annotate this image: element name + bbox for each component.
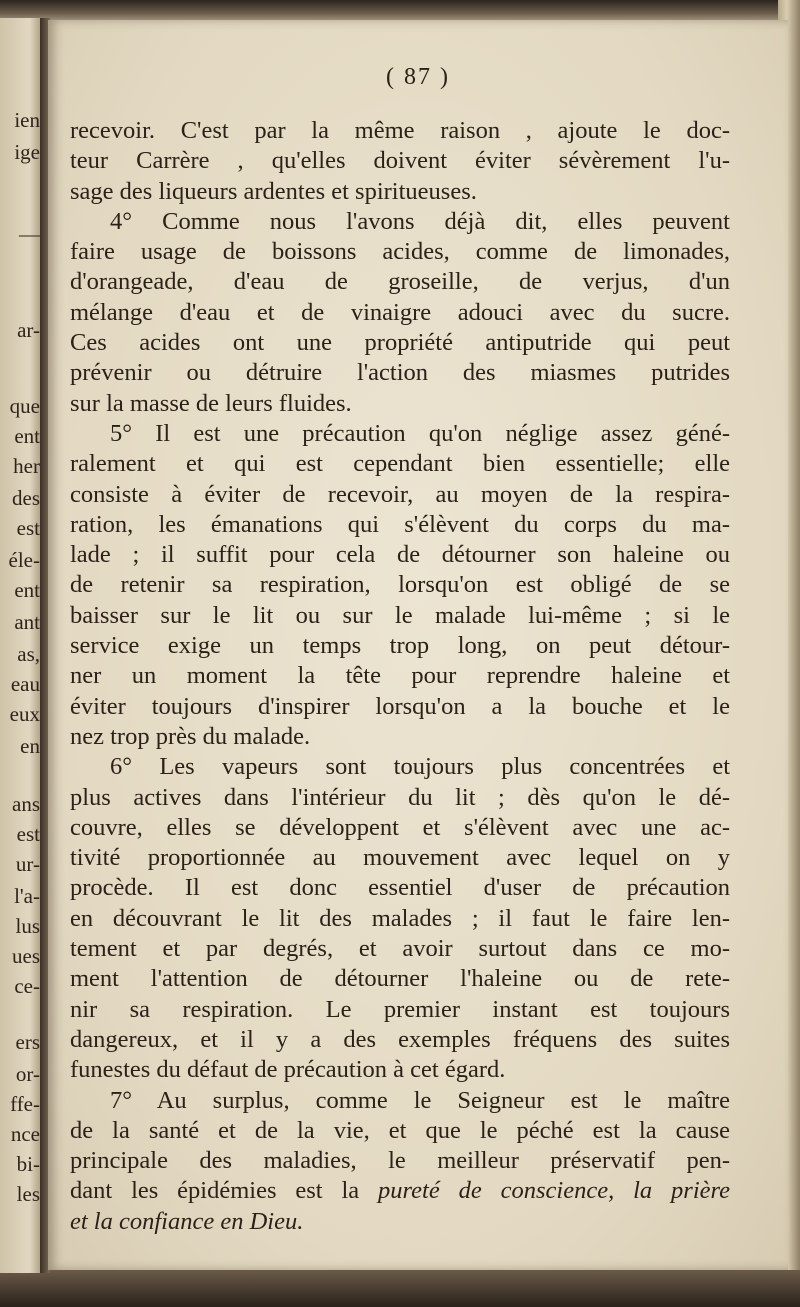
text-line: tement et par degrés, et avoir surtout dans ce mo- bbox=[70, 935, 730, 963]
text-line: lade ; il suffit pour cela de détourner son haleine ou bbox=[70, 541, 730, 569]
text-line: principale des maladies, le meilleur préservatif pen- bbox=[70, 1147, 730, 1175]
facing-page-fragment: — bbox=[19, 222, 40, 246]
facing-page-fragment: est bbox=[16, 822, 40, 846]
text-line: 5° Il est une précaution qu'on néglige assez géné- bbox=[110, 419, 730, 447]
facing-page-fragment: ant bbox=[14, 610, 40, 634]
text-line: éviter toujours d'inspirer lorsqu'on a la bouche et le bbox=[70, 692, 730, 720]
facing-page-edge bbox=[0, 18, 42, 1273]
book-top-edge bbox=[0, 0, 800, 22]
text-line: consiste à éviter de recevoir, au moyen de la respira- bbox=[70, 480, 730, 508]
text-line: service exige un temps trop long, on peut détour- bbox=[70, 632, 730, 660]
text-line: ration, les émanations qui s'élèvent du corps du ma- bbox=[70, 510, 730, 538]
text-run: dant les épidémies est la bbox=[70, 1177, 379, 1205]
text-line: mélange d'eau et de vinaigre adouci avec du sucre. bbox=[70, 298, 730, 326]
facing-page-fragment: ffe- bbox=[10, 1092, 40, 1116]
text-line: ner un moment la tête pour reprendre haleine et bbox=[70, 662, 730, 690]
text-line: baisser sur le lit ou sur le malade lui-même ; si le bbox=[70, 601, 730, 629]
text-line: plus actives dans l'intérieur du lit ; dès qu'on le dé- bbox=[70, 783, 730, 811]
text-line: d'orangeade, d'eau de groseille, de verjus, d'un bbox=[70, 268, 730, 296]
facing-page-fragment: ues bbox=[12, 944, 40, 968]
page-body-text bbox=[70, 116, 730, 1237]
text-line: de la santé et de la vie, et que le péché est la cause bbox=[70, 1116, 730, 1144]
facing-page-fragment: des bbox=[12, 486, 40, 510]
text-line: couvre, elles se développent et s'élèvent avec une ac- bbox=[70, 813, 730, 841]
facing-page-fragment: ige bbox=[14, 140, 40, 164]
facing-page-fragment: lus bbox=[15, 914, 40, 938]
text-line: de retenir sa respiration, lorsqu'on est obligé de se bbox=[70, 571, 730, 599]
facing-page-fragment: en bbox=[20, 734, 40, 758]
facing-page-fragment: eau bbox=[10, 672, 40, 696]
text-line: sage des liqueurs ardentes et spiritueuses. bbox=[70, 177, 477, 205]
text-line: 6° Les vapeurs sont toujours plus concentrées et bbox=[110, 753, 730, 781]
text-line: ralement et qui est cependant bien essentielle; elle bbox=[70, 450, 730, 478]
italic-text-line: et la confiance en Dieu. bbox=[70, 1207, 304, 1235]
facing-page-fragment: ers bbox=[15, 1030, 40, 1054]
text-line: nez trop près du malade. bbox=[70, 722, 311, 750]
text-line: ment l'attention de détourner l'haleine ou de rete- bbox=[70, 965, 730, 993]
facing-page-fragment: ent bbox=[14, 578, 40, 602]
text-line: 4° Comme nous l'avons déjà dit, elles peuvent bbox=[110, 207, 730, 235]
facing-page-fragment: l'a- bbox=[14, 884, 40, 908]
book-page bbox=[48, 20, 788, 1270]
text-line: recevoir. C'est par la même raison , ajoute le doc- bbox=[70, 117, 730, 144]
text-line: tivité proportionnée au mouvement avec lequel on y bbox=[70, 844, 730, 872]
facing-page-fragment: que bbox=[9, 394, 40, 418]
facing-page-fragment: ur- bbox=[15, 852, 40, 876]
facing-page-fragment: ce- bbox=[14, 974, 40, 998]
facing-page-fragment: nce bbox=[10, 1122, 40, 1146]
text-line: procède. Il est donc essentiel d'user de précaution bbox=[70, 874, 730, 902]
text-line: sur la masse de leurs fluides. bbox=[70, 389, 352, 417]
facing-page-fragment: ans bbox=[12, 792, 40, 816]
facing-page-fragment: est bbox=[16, 516, 40, 540]
facing-page-fragment: ien bbox=[14, 108, 40, 132]
facing-page-fragment: her bbox=[13, 454, 40, 478]
text-line: dangereux, et il y a des exemples fréquens des suites bbox=[70, 1025, 730, 1053]
text-line: faire usage de boissons acides, comme de limonades, bbox=[70, 238, 730, 266]
page-number: ( 87 ) bbox=[386, 64, 450, 90]
facing-page-fragment: or- bbox=[15, 1062, 40, 1086]
text-line bbox=[70, 1176, 730, 1206]
italic-text-run: pureté de conscience, la prière bbox=[378, 1177, 730, 1205]
facing-page-fragment: ent bbox=[14, 424, 40, 448]
text-line: en découvrant le lit des malades ; il faut le faire len- bbox=[70, 904, 730, 932]
text-line: 7° Au surplus, comme le Seigneur est le maître bbox=[110, 1086, 730, 1114]
facing-page-fragment: bi- bbox=[16, 1152, 40, 1176]
text-line: teur Carrère , qu'elles doivent éviter sévèrement l'u- bbox=[70, 147, 730, 175]
text-line: funestes du défaut de précaution à cet égard. bbox=[70, 1056, 506, 1084]
text-line: nir sa respiration. Le premier instant est toujours bbox=[70, 995, 730, 1023]
facing-page-fragment: eux bbox=[9, 702, 40, 726]
facing-page-fragment: les bbox=[16, 1182, 40, 1206]
facing-page-fragment: ar- bbox=[17, 318, 40, 342]
text-line: Ces acides ont une propriété antiputride qui peut bbox=[70, 329, 730, 357]
text-line: prévenir ou détruire l'action des miasmes putrides bbox=[70, 359, 730, 387]
book-bottom-edge bbox=[0, 1270, 800, 1307]
facing-page-fragment: éle- bbox=[8, 548, 40, 572]
facing-page-fragment: as, bbox=[17, 642, 40, 666]
